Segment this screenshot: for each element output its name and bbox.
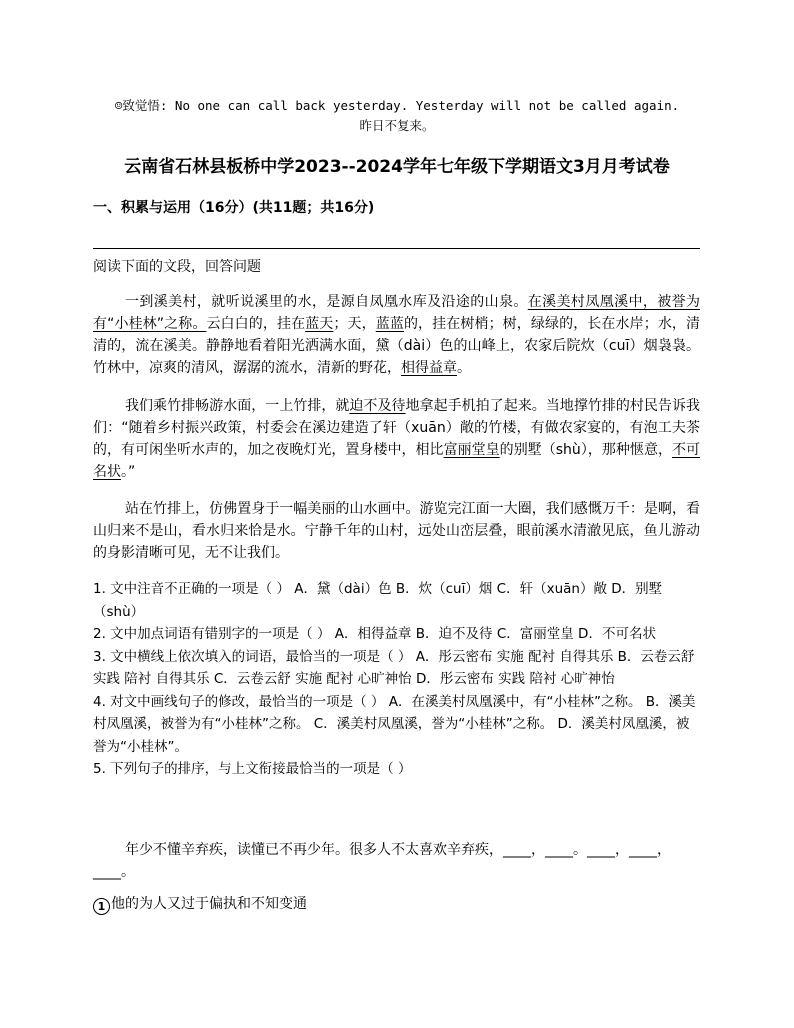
passage-paragraph-3: 站在竹排上，仿佛置身于一幅美丽的山水画中。游览完江面一大圈，我们感慨万千：是啊，看山归来不是山，看水归来恰是水。宁静千年的山村，远处山峦层叠，眼前溪水清澈见底，鱼儿游动的身影清晰可见，无不让我们。 bbox=[93, 501, 700, 561]
sentence-option-1 bbox=[93, 893, 700, 915]
p1-text-c: ；天， bbox=[333, 316, 376, 332]
passage-intro: 阅读下面的文段，回答问题 bbox=[93, 259, 261, 275]
underlined-word: 迫不及待 bbox=[349, 398, 406, 414]
underlined-word: 蓝天 bbox=[305, 316, 334, 332]
p2-text-d: 。” bbox=[121, 464, 136, 480]
underlined-word: 蓝蓝 bbox=[375, 316, 404, 332]
section-heading: 一、积累与运用（16分）(共11题；共16分) bbox=[93, 200, 375, 216]
p1-text-b: 云白白的，挂在 bbox=[206, 316, 306, 332]
circled-number: 1 bbox=[93, 898, 110, 915]
p1-text-d: 的，挂在树梢；树，绿绿的，长在水岸；水，清清的，流在溪美。静静地看着阳光洒满水面，黛（dài）色的山峰上，农家后院炊（cuī）烟袅袅。竹林中，凉爽的清风，潺潺的流水，清新的野花， bbox=[93, 316, 701, 376]
question-1: 1. 文中注音不正确的一项是（ ） A．黛（dài）色 B．炊（cuī）烟 C．轩（xuān）敞 D．别墅（shù） bbox=[93, 581, 663, 620]
passage-paragraph-1 bbox=[93, 291, 700, 379]
question-5: 5. 下列句子的排序，与上文衔接最恰当的一项是（ ） bbox=[93, 761, 412, 777]
p1-text-a: 一到溪美村，就听说溪里的水，是源自凤凰水库及沿途的山泉。 bbox=[125, 294, 528, 310]
passage-paragraph-2 bbox=[93, 395, 700, 483]
motto-header: ☺致觉悟: No one can call back yesterday. Yesterday will not be called again.昨日不复来。 bbox=[114, 98, 680, 133]
underlined-word: 相得益章 bbox=[401, 360, 457, 376]
p2-text-a: 我们乘竹排畅游水面，一上竹排，就 bbox=[125, 398, 350, 414]
option-text: 他的为人又过于偏执和不知变通 bbox=[111, 896, 307, 912]
fill-in-sentence: 年少不懂辛弃疾，读懂已不再少年。很多人不太喜欢辛弃疾，____，____。____，____，____。 bbox=[93, 842, 671, 880]
p2-text-b: 地拿起手机拍了起来。当地撑竹排的村民告诉我们：“随着乡村振兴政策，村委会在溪边建造了轩（xuān）敞的竹楼，有做农家宴的，有泡工夫茶的，有可闲坐听水声的，加之夜晚灯光，置身楼中，相比 bbox=[93, 398, 701, 458]
underlined-word: 富丽堂皇 bbox=[443, 442, 500, 458]
question-3: 3. 文中横线上依次填入的词语，最恰当的一项是（ ） A．彤云密布 实施 配衬 自得其乐 B．云卷云舒 实践 陪衬 自得其乐 C．云卷云舒 实施 配衬 心旷神怡 D．彤云密布 实践 陪衬 心旷神怡 bbox=[93, 648, 695, 687]
question-list bbox=[93, 578, 700, 781]
exam-title: 云南省石林县板桥中学2023--2024学年七年级下学期语文3月月考试卷 bbox=[124, 157, 670, 177]
question-2: 2. 文中加点词语有错别字的一项是（ ） A．相得益章 B．迫不及待 C．富丽堂皇 D．不可名状 bbox=[93, 626, 656, 642]
underlined-word: 不可名状 bbox=[93, 442, 701, 480]
p1-text-e: 。 bbox=[457, 360, 471, 376]
question-4: 4. 对文中画线句子的修改，最恰当的一项是（ ） A．在溪美村凤凰溪中，有“小桂林”之称。 B．溪美村凤凰溪，被誉为有“小桂林”之称。 C．溪美村凤凰溪，誉为“小桂林”之称。 D．溪美村凤凰溪，被誉为“小桂林”。 bbox=[93, 693, 696, 755]
p2-text-c: 的别墅（shù），那种惬意， bbox=[499, 442, 672, 458]
underlined-sentence: 在溪美村凤凰溪中，被誉为有“小桂林”之称。 bbox=[93, 294, 701, 332]
divider-line bbox=[93, 248, 700, 249]
